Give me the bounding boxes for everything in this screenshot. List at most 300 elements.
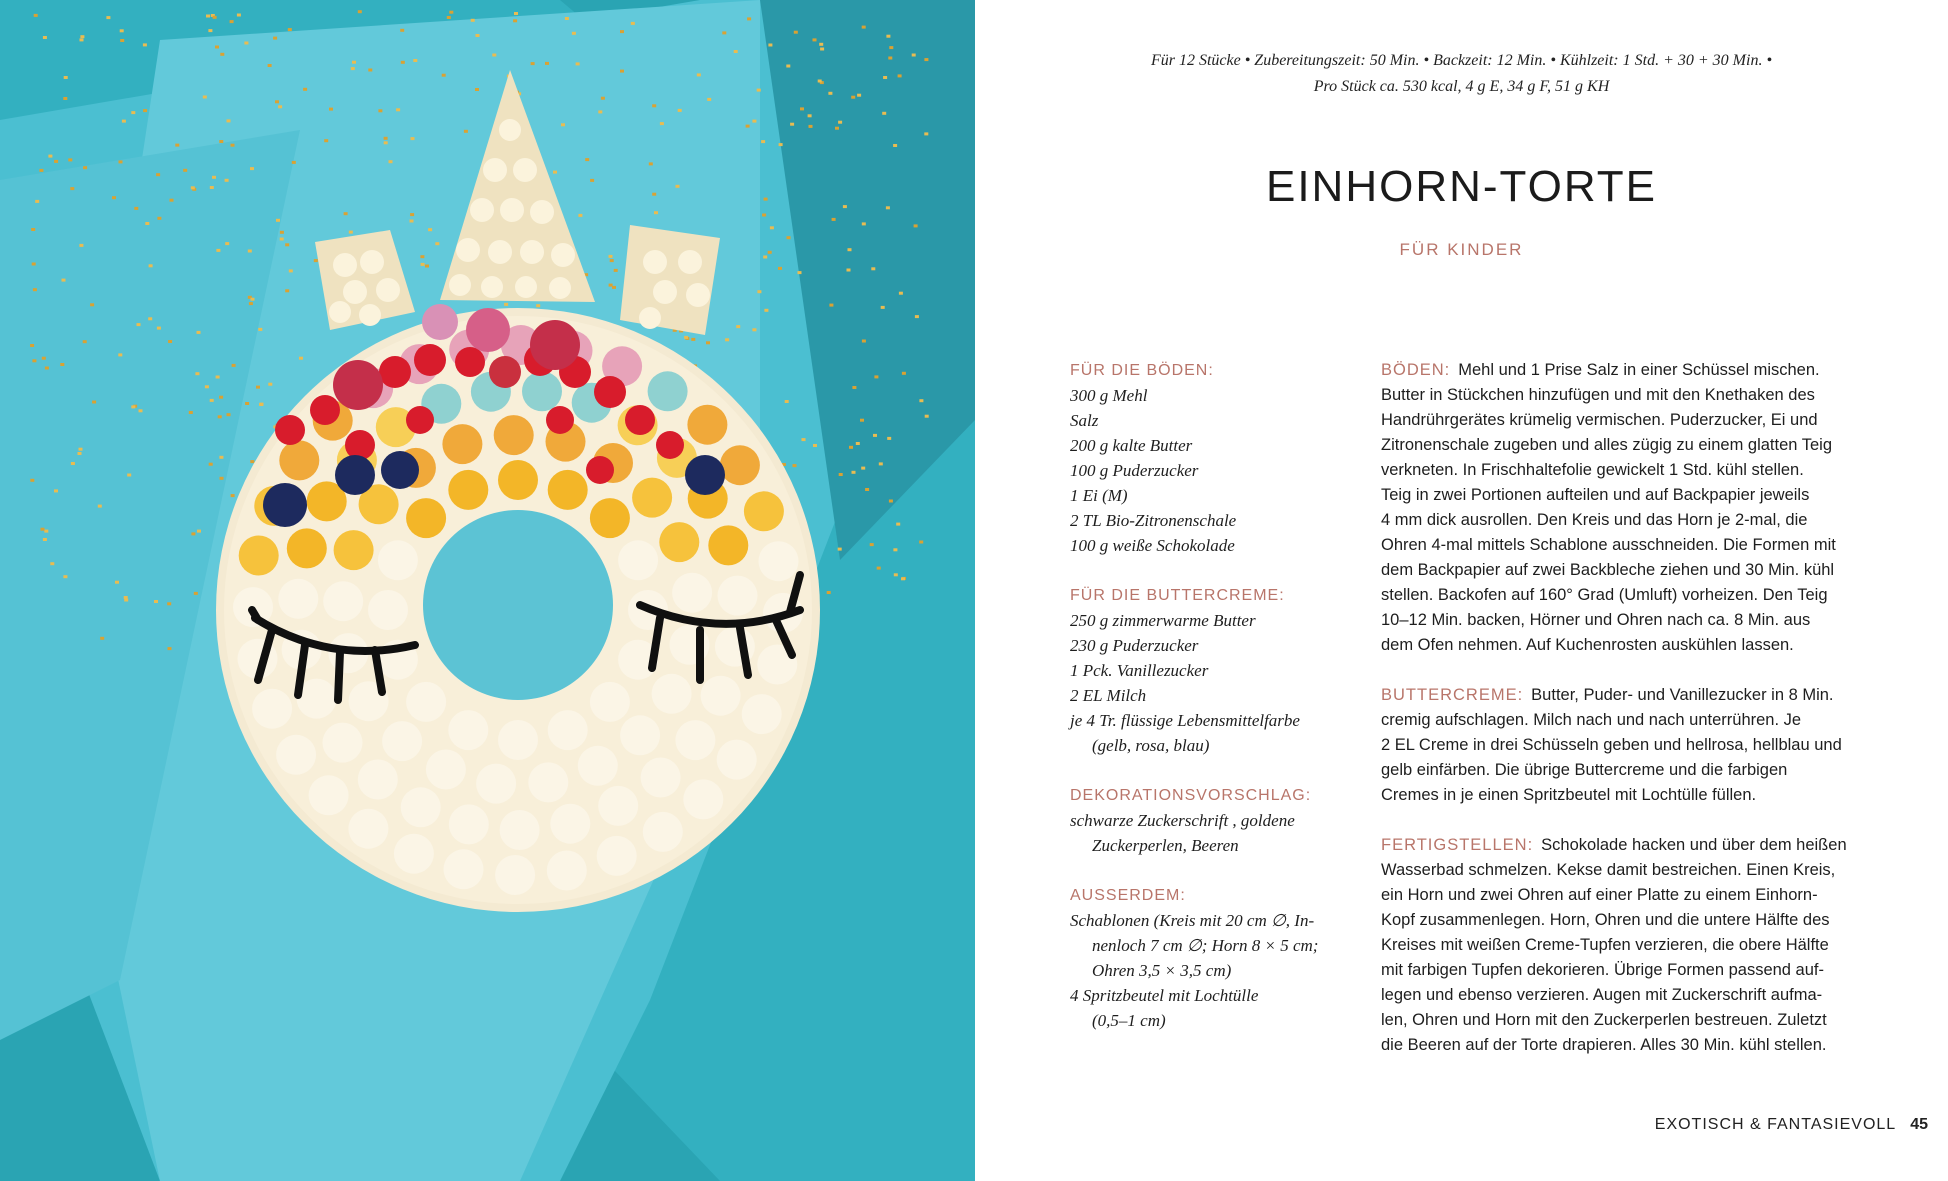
sprinkle <box>785 400 789 403</box>
sprinkle <box>70 187 74 190</box>
sprinkle <box>197 530 201 533</box>
sprinkle <box>225 242 229 245</box>
sprinkle <box>206 15 210 18</box>
cream-dollop <box>448 470 488 510</box>
sprinkle <box>212 176 216 179</box>
sprinkle <box>227 119 231 122</box>
ingredient-group-heading: FÜR DIE BÖDEN: <box>1070 362 1214 379</box>
sprinkle <box>914 224 918 227</box>
ingredient-line: 4 Spritzbeutel mit Lochtülle <box>1070 986 1259 1005</box>
sprinkle <box>208 29 212 32</box>
sprinkle <box>572 32 576 35</box>
sprinkle <box>139 409 143 412</box>
sprinkle <box>660 122 664 125</box>
sprinkle <box>894 573 898 576</box>
instruction-text: stellen. Backofen auf 160° Grad (Umluft) vorheizen. Den Teig <box>1381 586 1828 604</box>
sprinkle <box>813 444 817 447</box>
sprinkle <box>344 212 348 215</box>
unicorn-ear-right <box>620 225 720 335</box>
sprinkle <box>131 111 135 114</box>
instruction-step-heading: FERTIGSTELLEN: <box>1381 836 1534 854</box>
ingredient-line: 2 TL Bio-Zitronenschale <box>1070 511 1237 530</box>
sprinkle <box>219 140 223 143</box>
sprinkle <box>828 92 832 95</box>
sprinkle <box>168 340 172 343</box>
sprinkle <box>30 479 34 482</box>
cream-dollop <box>449 804 489 844</box>
instruction-text: Teig in zwei Portionen aufteilen und auf Backpapier jeweils <box>1381 486 1810 504</box>
sprinkle <box>63 575 67 578</box>
sprinkle <box>609 255 613 258</box>
instruction-line <box>1381 933 1901 958</box>
sprinkle <box>545 62 549 65</box>
sprinkle <box>813 38 817 41</box>
sprinkle <box>154 600 158 603</box>
cream-dollop <box>687 405 727 445</box>
cream-dollop <box>744 491 784 531</box>
sprinkle <box>411 137 415 140</box>
sprinkle <box>425 265 429 268</box>
sprinkle <box>536 304 540 307</box>
sprinkle <box>210 399 214 402</box>
ingredient-line: 1 Ei (M) <box>1070 486 1128 505</box>
instruction-line <box>1381 533 1901 558</box>
sprinkle <box>249 302 253 305</box>
sprinkle <box>734 50 738 53</box>
sprinkle <box>194 592 198 595</box>
sprinkle <box>919 399 923 402</box>
sprinkle <box>808 114 812 117</box>
berry <box>414 344 446 376</box>
sprinkle <box>676 185 680 188</box>
sprinkle <box>191 186 195 189</box>
meta-line-nutrition: Pro Stück ca. 530 kcal, 4 g E, 34 g F, 51 g KH <box>1313 78 1610 95</box>
sprinkle <box>34 14 38 17</box>
cream-dollop <box>648 371 688 411</box>
sprinkle <box>251 298 255 301</box>
sprinkle <box>112 196 116 199</box>
ingredient-line: 200 g kalte Butter <box>1070 436 1193 455</box>
cream-dollop <box>718 576 758 616</box>
sprinkle <box>420 255 424 258</box>
sprinkle <box>384 137 388 140</box>
sprinkle <box>100 637 104 640</box>
sprinkle <box>598 110 602 113</box>
sprinkle <box>329 108 333 111</box>
sprinkle <box>273 37 277 40</box>
sprinkle <box>401 61 405 64</box>
instruction-step-heading: BUTTERCREME: <box>1381 686 1524 704</box>
instruction-line <box>1381 508 1901 533</box>
cream-dollop <box>618 540 658 580</box>
sprinkle <box>887 437 891 440</box>
berry <box>379 356 411 388</box>
sprinkle <box>514 12 518 15</box>
cream-dollop <box>323 581 363 621</box>
sprinkle <box>678 109 682 112</box>
sprinkle <box>819 43 823 46</box>
instruction-line <box>1381 433 1901 458</box>
sprinkle <box>303 88 307 91</box>
sprinkle <box>157 217 161 220</box>
sprinkle <box>870 543 874 546</box>
sprinkle <box>818 80 822 83</box>
ingredient-line: 1 Pck. Vanillezucker <box>1070 661 1209 680</box>
sprinkle <box>168 647 172 650</box>
sprinkle <box>851 96 855 99</box>
ingredient-line: schwarze Zuckerschrift , goldene <box>1070 811 1295 830</box>
sprinkle <box>143 109 147 112</box>
sprinkle <box>879 462 883 465</box>
cream-dollop <box>632 478 672 518</box>
page-footer <box>1655 1116 1928 1134</box>
sprinkle <box>122 120 126 123</box>
sprinkle <box>924 58 928 61</box>
cream-dollop <box>652 674 692 714</box>
instruction-text: Wasserbad schmelzen. Kekse damit bestreichen. Einen Kreis, <box>1381 861 1836 879</box>
sprinkle <box>137 323 141 326</box>
sprinkle <box>862 26 866 29</box>
sprinkle <box>649 162 653 165</box>
cream-dollop <box>239 536 279 576</box>
sprinkle <box>786 65 790 68</box>
cream-dollop <box>323 723 363 763</box>
ingredient-line: 300 g Mehl <box>1070 386 1148 405</box>
sprinkle <box>209 463 213 466</box>
cream-dollop <box>278 579 318 619</box>
instruction-line <box>1381 633 1901 658</box>
berry <box>656 431 684 459</box>
cream-dollop <box>548 470 588 510</box>
instruction-line <box>1381 758 1901 783</box>
cream-dollop <box>394 834 434 874</box>
sprinkle <box>860 419 864 422</box>
ingredient-group <box>1070 583 1360 758</box>
cream-dollop <box>643 812 683 852</box>
instruction-text: Ohren 4-mal mittels Schablone ausschneiden. Die Formen mit <box>1381 536 1836 554</box>
sprinkle <box>32 359 36 362</box>
cream-dollop <box>547 851 587 891</box>
sprinkle <box>800 107 804 110</box>
sprinkle <box>314 259 318 262</box>
sprinkle <box>820 48 824 51</box>
sprinkle <box>210 186 214 189</box>
sprinkle <box>893 548 897 551</box>
sprinkle <box>358 10 362 13</box>
sprinkle <box>351 67 355 70</box>
cream-dollop <box>720 445 760 485</box>
cream-dollop <box>252 689 292 729</box>
sprinkle <box>609 284 613 287</box>
cream-dollop <box>378 540 418 580</box>
sprinkle <box>827 591 831 594</box>
sprinkle <box>80 35 84 38</box>
ingredient-line: je 4 Tr. flüssige Lebensmittelfarbe <box>1070 711 1300 730</box>
cream-dollop <box>334 530 374 570</box>
sprinkle <box>882 112 886 115</box>
instruction-line <box>1381 408 1901 433</box>
instruction-line <box>1381 458 1901 483</box>
cream-dollop <box>683 779 723 819</box>
berry <box>335 455 375 495</box>
instruction-line <box>1381 383 1901 408</box>
sprinkle <box>620 70 624 73</box>
sprinkle <box>120 39 124 42</box>
cream-dollop <box>597 836 637 876</box>
berry <box>381 451 419 489</box>
sprinkle <box>410 213 414 216</box>
sprinkle <box>78 452 82 455</box>
instruction-text: Handrührgerätes krümelig vermischen. Puderzucker, Ei und <box>1381 411 1818 429</box>
cream-dollop <box>444 849 484 889</box>
ingredient-group-heading: DEKORATIONSVORSCHLAG: <box>1070 787 1312 804</box>
berry <box>406 406 434 434</box>
berry <box>586 456 614 484</box>
sprinkle <box>849 446 853 449</box>
ingredient-group <box>1070 883 1360 1033</box>
instruction-line <box>1381 733 1901 758</box>
sprinkle <box>761 140 765 143</box>
sprinkle <box>33 288 37 291</box>
berry <box>685 455 725 495</box>
berry <box>466 308 510 352</box>
sprinkle <box>42 357 46 360</box>
sprinkle <box>127 474 131 477</box>
sprinkle <box>244 42 248 45</box>
sprinkle <box>839 473 843 476</box>
sprinkle <box>725 338 729 341</box>
sprinkle <box>156 173 160 176</box>
sprinkle <box>476 34 480 37</box>
sprinkle <box>881 306 885 309</box>
sprinkle <box>149 264 153 267</box>
sprinkle <box>757 290 761 293</box>
sprinkle <box>706 341 710 344</box>
instruction-line <box>1381 1033 1901 1058</box>
sprinkle <box>288 28 292 31</box>
sprinkle <box>275 100 279 103</box>
sprinkle <box>798 271 802 274</box>
sprinkle <box>770 226 774 229</box>
cream-dollop <box>522 371 562 411</box>
berry <box>625 405 655 435</box>
sprinkle <box>389 160 393 163</box>
sprinkle <box>285 289 289 292</box>
cream-dollop <box>287 528 327 568</box>
sprinkle <box>504 303 508 306</box>
sprinkle <box>578 214 582 217</box>
cream-dollop <box>717 740 757 780</box>
sprinkle <box>832 218 836 221</box>
instruction-text: verkneten. In Frischhaltefolie gewickelt 1 Std. kühl stellen. <box>1381 461 1804 479</box>
sprinkle <box>857 94 861 97</box>
instruction-line <box>1381 833 1901 858</box>
instruction-text: Kreises mit weißen Creme-Tupfen verzieren, die obere Hälfte <box>1381 936 1829 954</box>
sprinkle <box>170 199 174 202</box>
sprinkle <box>762 214 766 217</box>
sprinkle <box>215 46 219 49</box>
sprinkle <box>120 29 124 32</box>
sprinkle <box>684 336 688 339</box>
sprinkle <box>157 327 161 330</box>
sprinkle <box>225 179 229 182</box>
sprinkle <box>856 442 860 445</box>
sprinkle <box>213 16 217 19</box>
cream-dollop <box>598 786 638 826</box>
instruction-text: len, Ohren und Horn mit den Zuckerperlen bestreuen. Zuletzt <box>1381 1011 1827 1029</box>
sprinkle <box>268 64 272 67</box>
sprinkle <box>54 160 58 163</box>
sprinkle <box>71 462 75 465</box>
sprinkle <box>349 231 353 234</box>
sprinkle <box>464 130 468 133</box>
sprinkle <box>195 372 199 375</box>
sprinkle <box>248 250 252 253</box>
sprinkle <box>601 97 605 100</box>
sprinkle <box>912 54 916 57</box>
cream-dollop <box>498 460 538 500</box>
sprinkle <box>31 228 35 231</box>
cream-dollop <box>442 424 482 464</box>
instruction-text: Cremes in je einen Spritzbeutel mit Lochtülle füllen. <box>1381 786 1757 804</box>
sprinkle <box>231 144 235 147</box>
sprinkle <box>793 464 797 467</box>
sprinkle <box>413 59 417 62</box>
sprinkle <box>232 364 236 367</box>
ingredient-line: 230 g Puderzucker <box>1070 636 1199 655</box>
berry <box>455 347 485 377</box>
sprinkle <box>893 144 897 147</box>
instruction-step <box>1381 358 1901 658</box>
sprinkle <box>276 219 280 222</box>
sprinkle <box>205 385 209 388</box>
sprinkle <box>915 315 919 318</box>
sprinkle <box>888 57 892 60</box>
sprinkle <box>787 236 791 239</box>
cream-dollop <box>641 758 681 798</box>
cream-dollop <box>476 764 516 804</box>
instructions-column <box>1381 358 1901 1083</box>
sprinkle <box>400 29 404 32</box>
sprinkle <box>191 532 195 535</box>
sprinkle <box>862 340 866 343</box>
sprinkle <box>280 238 284 241</box>
sprinkle <box>230 20 234 23</box>
sprinkle <box>553 171 557 174</box>
sprinkle <box>50 562 54 565</box>
sprinkle <box>757 89 761 92</box>
instruction-line <box>1381 583 1901 608</box>
sprinkle <box>410 220 414 223</box>
ingredient-line: 250 g zimmerwarme Butter <box>1070 611 1256 630</box>
cream-dollop <box>309 775 349 815</box>
sprinkle <box>652 104 656 107</box>
cream-dollop <box>368 590 408 630</box>
sprinkle <box>722 31 726 34</box>
instruction-text: Mehl und 1 Prise Salz in einer Schüssel mischen. <box>1458 361 1820 379</box>
sprinkle <box>877 567 881 570</box>
sprinkle <box>79 448 83 451</box>
cream-dollop <box>348 809 388 849</box>
ingredient-line: Ohren 3,5 × 3,5 cm) <box>1092 961 1232 980</box>
sprinkle <box>245 402 249 405</box>
sprinkle <box>60 363 64 366</box>
sprinkle <box>902 372 906 375</box>
sprinkle <box>237 14 241 17</box>
meta-line-servings-times: Für 12 Stücke • Zubereitungszeit: 50 Min. • Backzeit: 12 Min. • Kühlzeit: 1 Std. + 30 + 30 Min. • <box>1150 52 1773 69</box>
instruction-line <box>1381 908 1901 933</box>
section-name: EXOTISCH & FANTASIEVOLL <box>1654 1116 1897 1133</box>
ingredient-line: 100 g Puderzucker <box>1070 461 1199 480</box>
sprinkle <box>763 256 767 259</box>
instruction-text: Butter, Puder- und Vanillezucker in 8 Min. <box>1531 686 1834 704</box>
recipe-meta <box>975 48 1948 100</box>
sprinkle <box>285 243 289 246</box>
sprinkle <box>752 328 756 331</box>
sprinkle <box>590 179 594 182</box>
ingredients-column <box>1070 358 1360 1058</box>
sprinkle <box>175 144 179 147</box>
instruction-line <box>1381 783 1901 808</box>
berry <box>275 415 305 445</box>
cream-dollop <box>495 855 535 895</box>
sprinkle <box>119 160 123 163</box>
sprinkle <box>925 415 929 418</box>
sprinkle <box>654 211 658 214</box>
sprinkle <box>68 158 72 161</box>
instruction-step <box>1381 833 1901 1058</box>
sprinkle <box>131 405 135 408</box>
instruction-text: dem Ofen nehmen. Auf Kuchenrosten auskühlen lassen. <box>1381 636 1794 654</box>
sprinkle <box>475 88 479 91</box>
sprinkle <box>189 411 193 414</box>
ingredient-line: (gelb, rosa, blau) <box>1092 736 1210 755</box>
sprinkle <box>280 231 284 234</box>
sprinkle <box>48 155 52 158</box>
sprinkle <box>447 16 451 19</box>
instruction-text: Kopf zusammenlegen. Horn, Ohren und die untere Hälfte des <box>1381 911 1830 929</box>
sprinkle <box>118 353 122 356</box>
sprinkle <box>513 19 517 22</box>
cream-dollop <box>406 498 446 538</box>
sprinkle <box>183 169 187 172</box>
instruction-line <box>1381 1008 1901 1033</box>
cream-dollop <box>358 760 398 800</box>
sprinkle <box>794 31 798 34</box>
sprinkle <box>43 538 47 541</box>
sprinkle <box>861 467 865 470</box>
sprinkle <box>924 132 928 135</box>
sprinkle <box>531 62 535 65</box>
sprinkle <box>260 403 264 406</box>
sprinkle <box>752 120 756 123</box>
sprinkle <box>764 198 768 201</box>
sprinkle <box>707 98 711 101</box>
sprinkle <box>829 304 833 307</box>
sprinkle <box>809 125 813 128</box>
cream-dollop <box>382 721 422 761</box>
instruction-text: ein Horn und zwei Ohren auf einer Platte zu einem Einhorn- <box>1381 886 1818 904</box>
sprinkle <box>873 434 877 437</box>
ingredient-line: Salz <box>1070 411 1099 430</box>
sprinkle <box>561 123 565 126</box>
sprinkle <box>378 109 382 112</box>
ingredient-line: (0,5–1 cm) <box>1092 1011 1166 1030</box>
berry <box>530 320 580 370</box>
instruction-text: dem Backpapier auf zwei Backbleche ziehen und 30 Min. kühl <box>1381 561 1835 579</box>
ingredient-group-heading: FÜR DIE BUTTERCREME: <box>1070 587 1285 604</box>
sprinkle <box>919 541 923 544</box>
